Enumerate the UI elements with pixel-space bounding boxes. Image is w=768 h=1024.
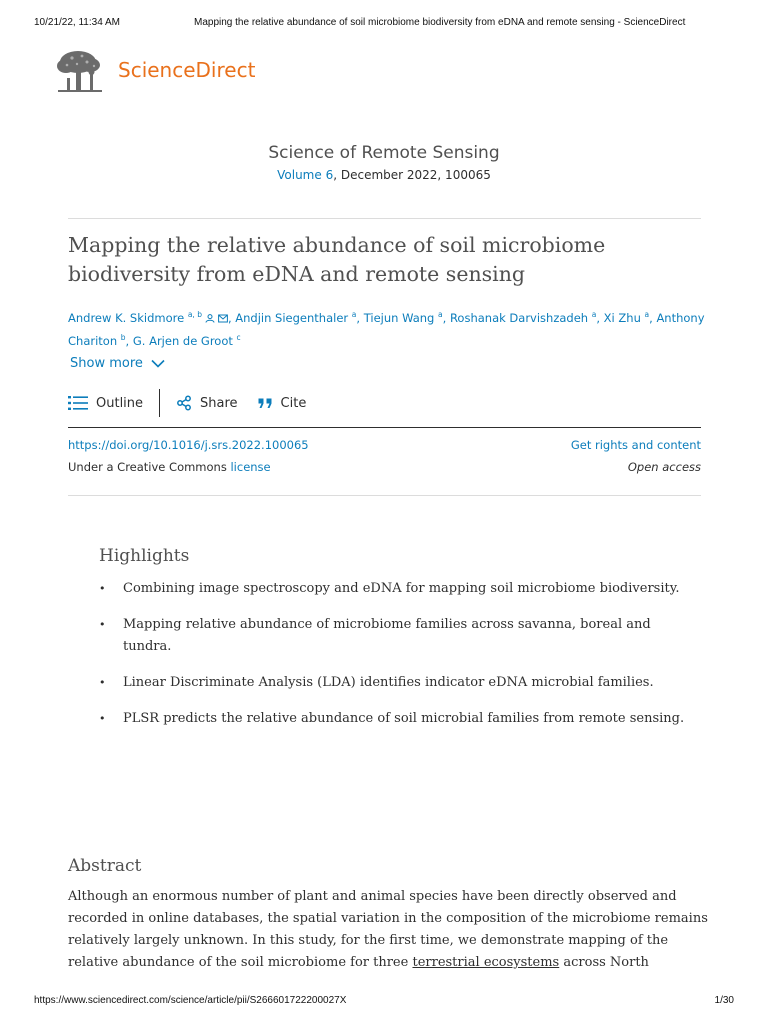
highlight-item: • PLSR predicts the relative abundance of soil microbial families from remote sensing. [99,708,689,730]
outline-label: Outline [96,395,144,411]
abstract-text [68,886,708,974]
author-affiliation[interactable]: a, b [187,310,202,319]
print-footer [34,995,734,1009]
abstract-heading: Abstract [68,856,142,876]
author-affiliation[interactable]: a [351,310,357,319]
abstract-body-tail: across North [559,955,649,970]
author-link[interactable]: Anthony Chariton [68,311,705,348]
article-toolbar [68,388,306,418]
divider-toolbar [68,427,701,428]
brand-name: ScienceDirect [118,58,256,82]
author-link[interactable]: Andrew K. Skidmore [68,311,185,325]
print-page-title: Mapping the relative abundance of soil microbiome biodiversity from eDNA and remote sensing - ScienceDirect [194,17,686,28]
author-link[interactable]: Tiejun Wang [363,311,435,325]
print-url: https://www.sciencedirect.com/science/article/pii/S266601722200027X [34,995,347,1006]
author-separator: , [227,311,236,325]
print-page-number: 1/30 [714,995,734,1006]
article-title: Mapping the relative abundance of soil microbiome biodiversity from eDNA and remote sensing [68,233,606,286]
author-link[interactable]: Xi Zhu [603,311,641,325]
license-link[interactable]: license [230,460,271,474]
author-list [68,305,708,351]
abstract-link-terrestrial-ecosystems[interactable]: terrestrial ecosystems [412,955,560,970]
author-separator: , [125,334,133,348]
license-prefix: Under a Creative Commons [68,460,231,474]
brand-logo[interactable] [52,48,255,96]
highlight-item: • Mapping relative abundance of microbiome families across savanna, boreal and tundra. [99,614,689,658]
quote-icon [258,397,273,409]
open-access-label: Open access [627,460,701,474]
author-separator: , [649,311,657,325]
volume-link[interactable]: Volume 6 [277,168,334,182]
doi-row [68,438,701,456]
author-link[interactable]: Roshanak Darvishzadeh [449,311,589,325]
cite-label: Cite [280,395,307,411]
license-row [68,460,701,478]
license-text [68,460,271,474]
highlight-item: • Linear Discriminate Analysis (LDA) identifies indicator eDNA microbial families. [99,672,689,694]
share-icon [176,395,192,411]
author-affiliation[interactable]: a [438,310,443,319]
author-link[interactable]: G. Arjen de Groot [132,334,233,348]
share-button[interactable] [176,395,238,411]
person-icon[interactable] [205,314,215,323]
author-separator: , [356,311,364,325]
author-affiliation[interactable]: b [120,333,126,342]
elsevier-tree-logo-icon [52,48,108,96]
list-icon [68,395,88,411]
journal-issue [0,168,768,182]
author-link[interactable]: Andjin Siegenthaler [235,311,349,325]
print-header [34,17,702,31]
print-datetime: 10/21/22, 11:34 AM [34,17,120,28]
abstract-body: Although an enormous number of plant and animal species have been directly observed and recorded in online databases, the spatial variation in the composition of the microbiome remains relatively largely unknown. In this study, for the first time, we demonstrate mapping of the relative abundance of the soil microbiome for three [68,889,708,970]
divider-meta [68,495,701,496]
author-separator: , [442,311,450,325]
journal-info [0,143,768,182]
mail-icon[interactable] [218,314,228,323]
chevron-down-icon [151,359,165,368]
show-more-button[interactable] [70,356,165,371]
share-label: Share [200,395,238,411]
author-separator: , [596,311,604,325]
show-more-label: Show more [70,356,143,371]
outline-button[interactable] [68,395,143,411]
doi-link[interactable]: https://doi.org/10.1016/j.srs.2022.100065 [68,438,309,452]
issue-details: , December 2022, 100065 [333,168,491,182]
highlights-heading: Highlights [99,546,190,566]
divider-top [68,218,701,219]
author-affiliation[interactable]: a [644,310,650,319]
highlights-list [99,578,689,730]
highlight-item: • Combining image spectroscopy and eDNA for mapping soil microbiome biodiversity. [99,578,689,600]
journal-name[interactable]: Science of Remote Sensing [268,143,500,163]
author-affiliation[interactable]: a [591,310,597,319]
rights-link[interactable]: Get rights and content [570,438,701,452]
toolbar-divider [159,389,160,417]
author-affiliation[interactable]: c [236,333,241,342]
cite-button[interactable] [258,396,307,411]
